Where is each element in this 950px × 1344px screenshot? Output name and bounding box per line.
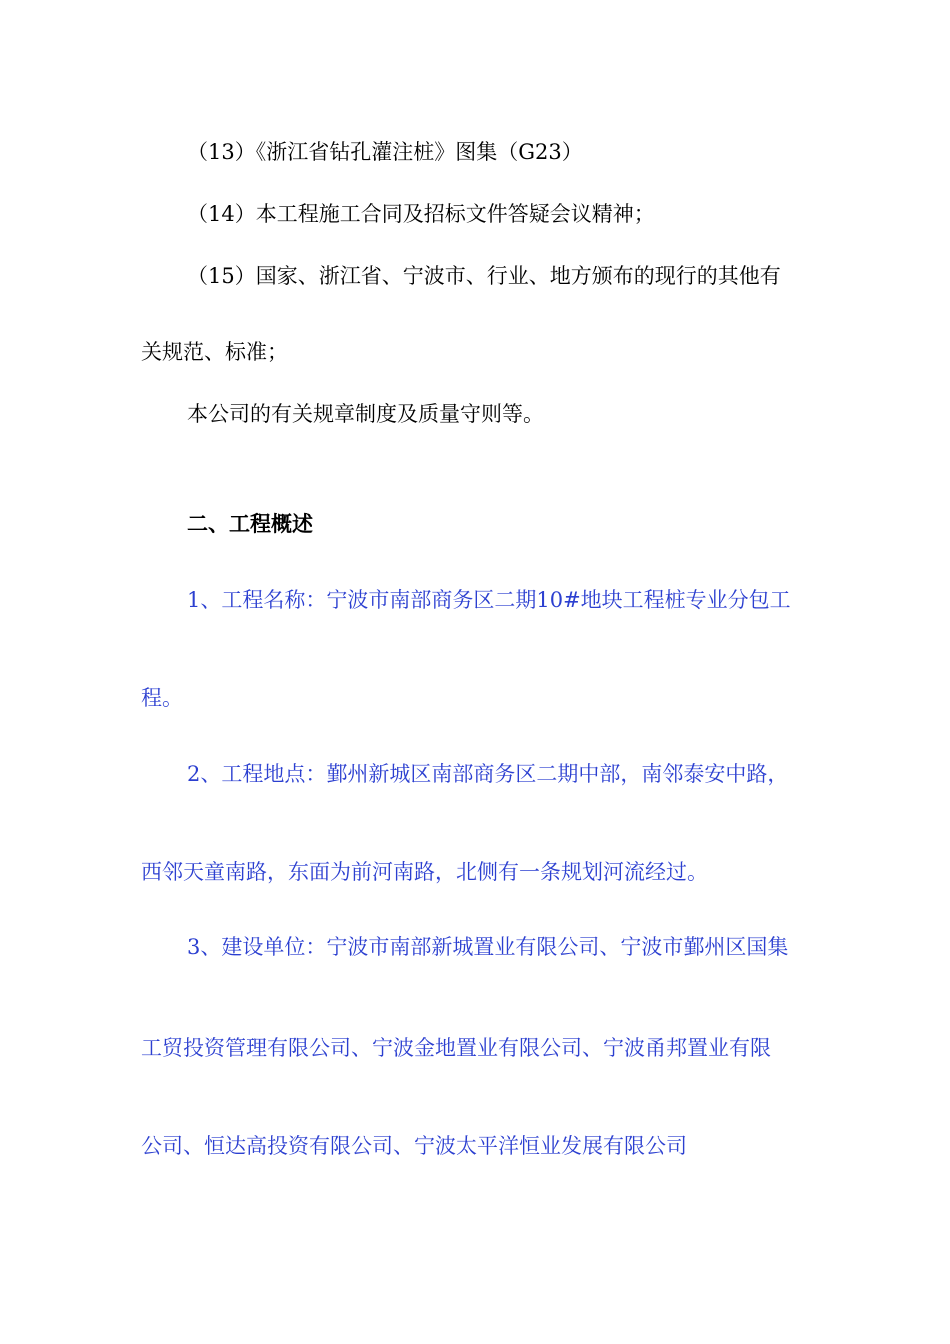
basis-item-15-continued: 关规范、标准；: [141, 340, 288, 364]
section-heading-overview: 二、工程概述: [187, 512, 313, 536]
project-name-continued: 程。: [141, 686, 183, 710]
project-name-line: 1、工程名称：宁波市南部商务区二期10#地块工程桩专业分包工: [187, 588, 791, 612]
company-rules-paragraph: 本公司的有关规章制度及质量守则等。: [187, 402, 544, 426]
construction-unit-continued-2: 公司、恒达高投资有限公司、宁波太平洋恒业发展有限公司: [141, 1134, 687, 1158]
basis-item-14: （14）本工程施工合同及招标文件答疑会议精神；: [187, 202, 655, 226]
basis-item-15: （15）国家、浙江省、宁波市、行业、地方颁布的现行的其他有: [187, 264, 781, 288]
construction-unit-continued-1: 工贸投资管理有限公司、宁波金地置业有限公司、宁波甬邦置业有限: [141, 1036, 771, 1060]
construction-unit-line: 3、建设单位：宁波市南部新城置业有限公司、宁波市鄞州区国集: [187, 935, 789, 959]
basis-item-13: （13）《浙江省钻孔灌注桩》图集（G23）: [187, 140, 583, 164]
project-location-line: 2、工程地点：鄞州新城区南部商务区二期中部，南邻泰安中路，: [187, 762, 789, 786]
project-location-continued: 西邻天童南路，东面为前河南路，北侧有一条规划河流经过。: [141, 860, 708, 884]
